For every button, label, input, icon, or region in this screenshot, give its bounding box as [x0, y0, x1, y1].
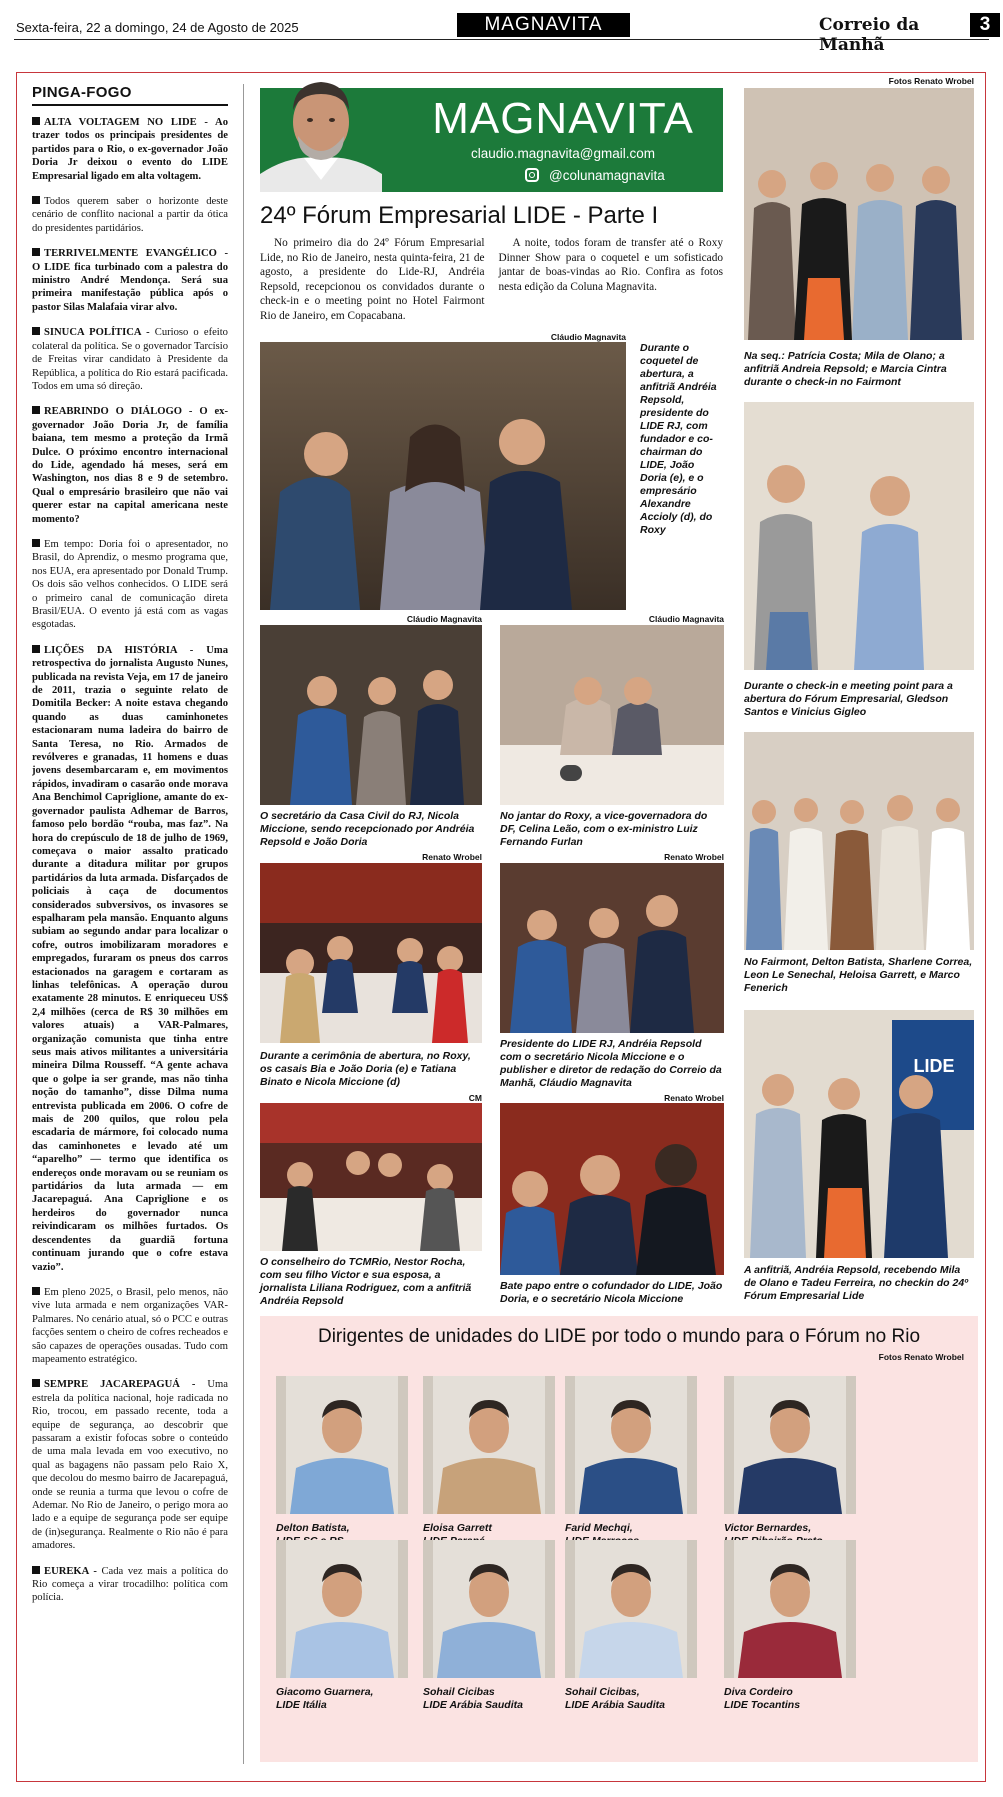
photo-fairmont-group	[744, 732, 974, 950]
photo-tcmrio	[260, 1103, 482, 1251]
director-name: Delton Batista,	[276, 1522, 350, 1534]
intro-paragraph: A noite, todos foram de transfer até o Roxy Dinner Show para o coquetel e um sofisticado jantar de boas-vindas ao Rio. Confira as fotos nesta edição da Coluna Magnavita.	[498, 237, 723, 293]
square-bullet-icon	[32, 248, 40, 256]
item-text: Uma estrela da política nacional, hoje radicada no Rio, trocou, em passado recente, toda a equipe de segurança, ao descobrir que passaram a existir fofocas sobre o conteúdo de uma mala levada em voo executivo, no qual as bagagens não passam pelo Raio X, que decolou do mesmo bairro de Jacarepaguá, onde se reunia a turma que levou o cofre de Ademar. No Rio de Janeiro, o perigo mora ao lado e a equipe de segurança pode ser equipe de (in)segurança. Realmente o Rio não é para amadores.	[32, 1379, 228, 1552]
item-text: Cada vez mais a política do Rio começa a virar trocadilho: política com polícia.	[32, 1565, 228, 1604]
photo-bate-papo	[500, 1103, 724, 1275]
photo-check-in-fairmont	[744, 88, 974, 340]
item-text: Ao trazer todos os principais presidentes de partidos para o Rio, o ex-governador João Doria Jr deixou o evento do LIDE Empresarial ligado em alta voltagem.	[32, 117, 228, 182]
columnist-name: MAGNAVITA	[432, 94, 694, 143]
pinga-fogo-item	[32, 247, 228, 314]
item-text: Em pleno 2025, o Brasil, pelo menos, não vive luta armada e nem organizações VAR-Palmares. No cenário atual, só o PCC e outras facções sentem o cheiro de cofres recheados e são capazes de operações ousadas. Tudo com mapeamento estratégico.	[32, 1286, 228, 1365]
photo-main-cocktail	[260, 342, 626, 610]
caption-meeting-point: Durante o check-in e meeting point para a abertura do Fórum Empresarial, Gledson Santos e Vinicius Gigleo	[744, 680, 953, 718]
directors-section	[260, 1316, 978, 1762]
section-title: MAGNAVITA	[457, 13, 630, 37]
newspaper-logo: Correio da Manhã	[819, 15, 920, 55]
column-items	[32, 116, 228, 1605]
photo-credit: Cláudio Magnavita	[406, 614, 482, 624]
director-portrait	[724, 1376, 856, 1514]
page-number: 3	[970, 13, 1000, 37]
director-name: Diva Cordeiro	[724, 1686, 793, 1698]
photo-jantar-roxy	[500, 625, 724, 805]
caption-presidente-lide: Presidente do LIDE RJ, Andréia Repsold com o secretário Nicola Miccione e o publisher e diretor de redação do Correio da Manhã, Cláudio Magnavita	[500, 1038, 722, 1089]
pinga-fogo-item	[32, 195, 228, 235]
caption-anfitria-checkin: A anfitriã, Andréia Repsold, recebendo Mila de Olano e Tadeu Ferreira, no checkin do 24º Fórum Empresarial Lide	[744, 1264, 969, 1302]
item-text: O ex-governador João Doria Jr, de família baiana, tem mesmo a proteção da Irmã Dulce. O próximo encontro internacional do Lide, agendado há meses, será em Washington, nos dias 8 e 9 de setembro. Qual o empresário brasileiro que não vai querer estar na capital americana neste momento?	[32, 406, 228, 525]
square-bullet-icon	[32, 327, 40, 335]
director-unit: LIDE Tocantins	[724, 1699, 801, 1711]
photo-anfitria-checkin	[744, 1010, 974, 1258]
pinga-fogo-item	[32, 405, 228, 526]
item-text: Em tempo: Doria foi o apresentador, no Brasil, do Aprendiz, o mesmo programa que, nos EUA, era apresentado por Donald Trump. Os dois são velhos conhecidos. O LIDE será o primeiro canal de comunicação direta Brasil/EUA. O evento já está com as vagas esgotadas.	[32, 538, 228, 631]
article-title: 24º Fórum Empresarial LIDE - Parte I	[260, 202, 659, 229]
pinga-fogo-item	[32, 538, 228, 632]
pinga-fogo-item	[32, 116, 228, 183]
item-text: Todos querem saber o horizonte deste cenário de conflito nacional a partir da ótica do presidentes partidários.	[32, 196, 228, 234]
lide-banner-text: LIDE	[913, 1056, 955, 1076]
director-caption	[724, 1686, 874, 1712]
director-unit: LIDE Arábia Saudita	[565, 1699, 665, 1711]
item-lead: EUREKA -	[44, 1565, 97, 1577]
columnist-photo	[260, 62, 382, 192]
pinga-fogo-item	[32, 644, 228, 1274]
photo-presidente-lide	[500, 863, 724, 1033]
page-header	[14, 12, 991, 55]
item-text: Curioso o efeito colateral da política. Se o governador Tarcísio de Freitas virar candidato à Presidente da República, a política do Rio estará pacificada. Todos em uma só direção.	[32, 327, 228, 392]
pinga-fogo-column	[32, 84, 228, 1774]
edition-date: Sexta-feira, 22 a domingo, 24 de Agosto de 2025	[16, 20, 299, 35]
item-lead: SEMPRE JACAREPAGUÁ -	[44, 1379, 196, 1391]
caption-tcmrio: O conselheiro do TCMRio, Nestor Rocha, com seu filho Victor e sua esposa, a jornalista Liliana Rodriguez, com a anfitriã Andréia Repsold	[260, 1256, 472, 1307]
square-bullet-icon	[32, 117, 40, 125]
square-bullet-icon	[32, 196, 40, 204]
intro-paragraph: No primeiro dia do 24º Fórum Empresarial Lide, no Rio de Janeiro, nesta quinta-feira, 21 de agosto, a presidente do Lide-RJ, Andréia Repsold, recepcionou os convidados durante o check-in e o meeting point no Hotel Fairmont Rio de Janeiro, em Copacabana.	[260, 237, 485, 322]
pinga-fogo-item	[32, 326, 228, 393]
photo-credit: Fotos Renato Wrobel	[878, 1352, 964, 1362]
instagram-text: @colunamagnavita	[549, 168, 665, 183]
photo-credit: Cláudio Magnavita	[648, 614, 724, 624]
director-portrait	[565, 1540, 697, 1678]
instagram-handle[interactable]	[525, 168, 665, 183]
director-portrait	[565, 1376, 697, 1514]
director-portrait	[423, 1540, 555, 1678]
director-name: Eloisa Garrett	[423, 1522, 492, 1534]
directors-title: Dirigentes de unidades do LIDE por todo o mundo para o Fórum no Rio	[317, 1326, 921, 1347]
item-lead: TERRIVELMENTE EVANGÉLICO -	[44, 248, 228, 260]
caption-check-in-fairmont: Na seq.: Patrícia Costa; Mila de Olano; a anfitriã Andreia Repsold; e Marcia Cintra durante o check-in no Fairmont	[744, 350, 947, 388]
photo-credit: Fotos Renato Wrobel	[888, 76, 974, 86]
caption-main: Durante o coquetel de abertura, a anfitriã Andréia Repsold, presidente do LIDE RJ, com fundador e co-chairman do LIDE, João Doria (e), e o empresário Alexandre Accioly (d), do Roxy	[640, 342, 717, 536]
article-intro	[260, 236, 723, 323]
column-title: PINGA-FOGO	[32, 84, 228, 106]
photo-credit: Renato Wrobel	[422, 852, 482, 862]
item-text: Uma retrospectiva do jornalista Augusto Nunes, publicada na revista Veja, em 17 de janeiro de 2011, trazia o seguinte relato de Domitila Becker: A noite estava chegando quando as duas caminhonetes estacionaram numa ladeira do bairro de Santa Teresa, no Rio. Armados de revólveres e granadas, 11 homens e duas jovens desembarcaram e, em movimentos rápidos, invadiram o casarão onde morava Ana Benchimol Capriglione, amante do ex-governador paulista Adhemar de Barros, famoso pelo bordão “rouba, mas faz”. Na hora do crepúsculo de 18 de julho de 1969, começava o maior assalto praticado durante a ditadura militar por grupos partidários da luta armada. Disfarçados de policiais à caça de documentos considerados subversivos, os invasores se espalharam pela mansão. Enquanto alguns subiam ao segundo andar para localizar o cofre, outros imobilizaram moradores e empregados, furaram os pneus dos carros estacionados na garagem e cortaram as linhas telefônicas. A operação durou exatamente 28 minutos. E enriqueceu US$ 2,4 milhões (cerca de R$ 30 milhões em valores atuais) a VAR-Palmares, organização comunista que tinha entre seus mais ativos militantes a universitária mineira Dilma Rousseff. “A gente achava que o golpe ia ser grande, mas não tinha noção do tamanho”, disse Dilma numa entrevista publicada em 2006. O cofre de mais de 200 quilos, que rolou pela escadaria de mármore, foi colocado numa das caminhonetes e levado até um “aparelho” — termo que identifica os endereços onde moravam ou se reuniam os partidários da luta armada — em Jacarepaguá. Ana Capriglione e os herdeiros do governador nunca reivindicaram os milhões furtados. Os descendentes da guardiã fortuna continuam jurando que o cofre estava vazio”.	[32, 644, 228, 1273]
item-lead: REABRINDO O DIÁLOGO -	[44, 406, 193, 418]
director-unit: LIDE Itália	[276, 1699, 327, 1711]
photo-meeting-point	[744, 402, 974, 670]
caption-fairmont-group: No Fairmont, Delton Batista, Sharlene Correa, Leon Le Senechal, Heloisa Garrett, e Marco Fenerich	[744, 956, 973, 994]
columnist-email[interactable]: claudio.magnavita@gmail.com	[470, 146, 656, 161]
director-portrait	[423, 1376, 555, 1514]
director-portrait	[724, 1540, 856, 1678]
square-bullet-icon	[32, 1566, 40, 1574]
square-bullet-icon	[32, 539, 40, 547]
square-bullet-icon	[32, 1379, 40, 1387]
photo-credit: Renato Wrobel	[664, 1093, 724, 1103]
pinga-fogo-item	[32, 1286, 228, 1366]
photo-casa-civil	[260, 625, 482, 805]
photo-credit: CM	[468, 1093, 482, 1103]
director-portrait	[276, 1376, 408, 1514]
director-portrait	[276, 1540, 408, 1678]
director-unit: LIDE Arábia Saudita	[423, 1699, 523, 1711]
caption-jantar-roxy: No jantar do Roxy, a vice-governadora do DF, Celina Leão, com o ex-ministro Luiz Fernando Furlan	[500, 810, 708, 848]
item-lead: SINUCA POLÍTICA -	[44, 327, 150, 339]
item-lead: ALTA VOLTAGEM NO LIDE -	[44, 117, 208, 128]
caption-bate-papo: Bate papo entre o cofundador do LIDE, João Doria, e o secretário Nicola Miccione	[500, 1280, 723, 1305]
director-name: Sohail Cicibas	[423, 1686, 495, 1698]
square-bullet-icon	[32, 1287, 40, 1295]
pinga-fogo-item	[32, 1378, 228, 1552]
square-bullet-icon	[32, 406, 40, 414]
square-bullet-icon	[32, 645, 40, 653]
director-name: Giacomo Guarnera,	[276, 1686, 374, 1698]
columnist-banner	[260, 88, 723, 192]
caption-cerimonia: Durante a cerimônia de abertura, no Roxy, os casais Bia e João Doria (e) e Tatiana Binato e Nicola Miccione (d)	[260, 1050, 471, 1088]
caption-casa-civil: O secretário da Casa Civil do RJ, Nicola Miccione, sendo recepcionado por Andréia Repsold e João Doria	[260, 810, 475, 848]
photo-cerimonia-abertura	[260, 863, 482, 1043]
director-name: Sohail Cicibas,	[565, 1686, 640, 1698]
column-divider	[243, 84, 244, 1764]
item-text: O LIDE fica turbinado com a palestra do ministro André Mendonça. Será sua primeira manifestação pública após o pastor Silas Malafaia virar alvo.	[32, 261, 228, 313]
director-caption	[276, 1686, 426, 1712]
director-name: Victor Bernardes,	[724, 1522, 812, 1534]
pinga-fogo-item	[32, 1565, 228, 1605]
instagram-icon	[525, 168, 539, 182]
photo-credit: Renato Wrobel	[664, 852, 724, 862]
item-lead: LIÇÕES DA HISTÓRIA -	[44, 644, 194, 656]
director-caption	[565, 1686, 715, 1712]
director-caption	[423, 1686, 573, 1712]
photo-credit: Cláudio Magnavita	[550, 332, 626, 342]
director-name: Farid Mechqi,	[565, 1522, 633, 1534]
